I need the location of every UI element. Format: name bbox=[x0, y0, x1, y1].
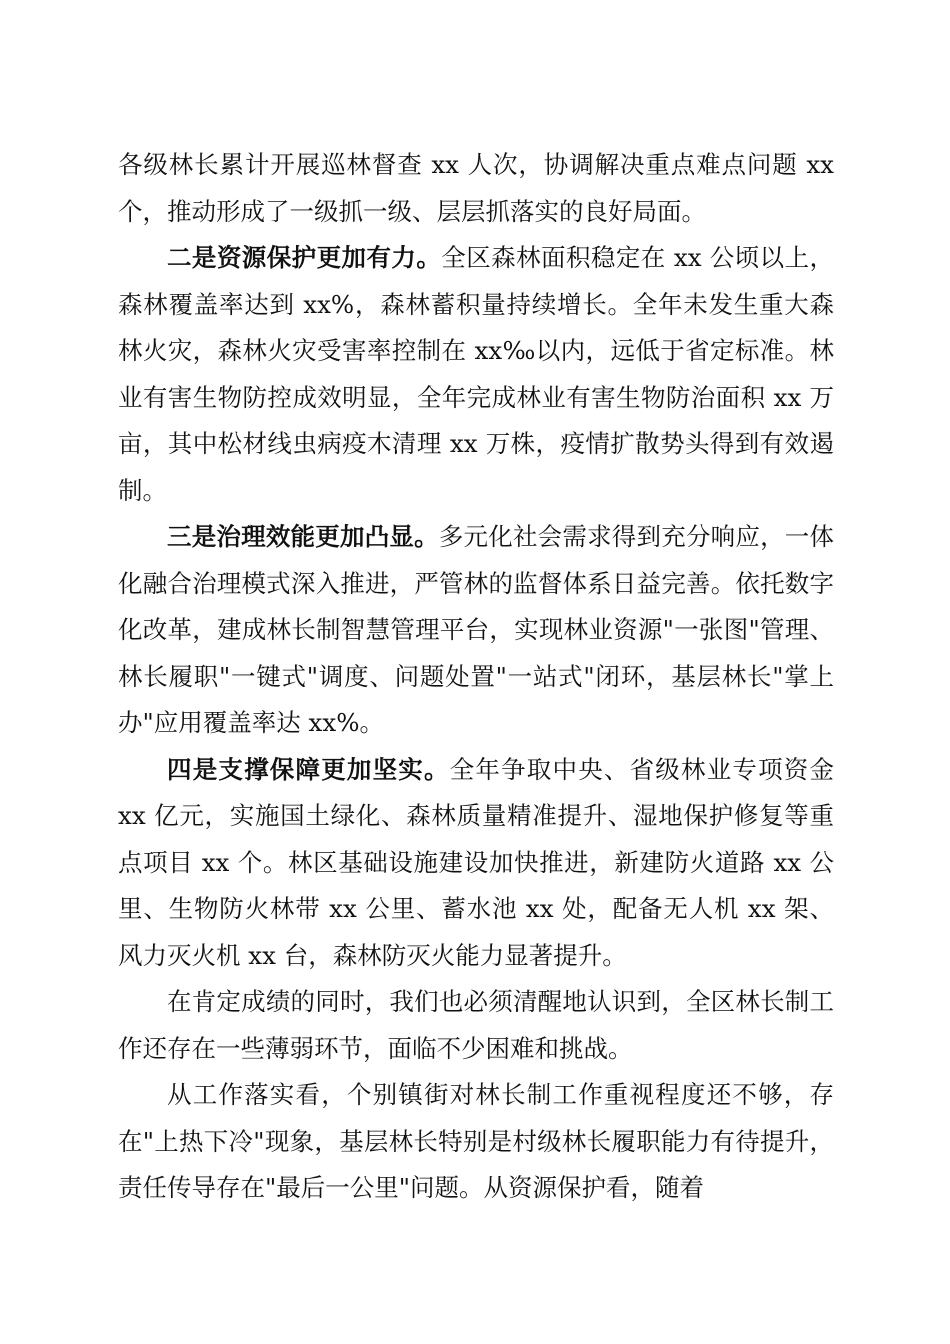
paragraph-text: 从工作落实看，个别镇街对林长制工作重视程度还不够，存在"上热下冷"现象，基层林长特别是村级林长履职能力有待提升，责任传导存在"最后一公里"问题。从资源保护看，随着 bbox=[118, 1080, 834, 1202]
paragraph-lead: 四是支撑保障更加坚实。 bbox=[167, 754, 450, 784]
paragraph-text: 全年争取中央、省级林业专项资金 xx 亿元，实施国土绿化、森林质量精准提升、湿地保护修复等重点项目 xx 个。林区基础设施建设加快推进，新建防火道路 xx 公里、生物防火林带 xx 公里、蓄水池 xx 处，配备无人机 xx 架、风力灭火机 xx 台，森林防灭火能力显著提升。 bbox=[118, 754, 835, 970]
paragraph-continued bbox=[118, 142, 834, 235]
document-body bbox=[118, 142, 834, 1212]
paragraph-lead: 二是资源保护更加有力。 bbox=[167, 243, 442, 272]
paragraph-governance bbox=[118, 514, 834, 747]
paragraph-implementation bbox=[118, 1072, 834, 1212]
paragraph-text: 在肯定成绩的同时，我们也必须清醒地认识到，全区林长制工作还存在一些薄弱环节，面临不少困难和挑战。 bbox=[118, 987, 834, 1063]
paragraph-text: 全区森林面积稳定在 xx 公顷以上，森林覆盖率达到 xx%，森林蓄积量持续增长。全年未发生重大森林火灾，森林火灾受害率控制在 xx‰以内，远低于省定标准。林业有害生物防控成效明显，全年完成林业有害生物防治面积 xx 万亩，其中松材线虫病疫木清理 xx 万株，疫情扩散势头得到有效遏制。 bbox=[118, 243, 834, 505]
paragraph-challenges bbox=[118, 979, 834, 1072]
paragraph-support bbox=[118, 747, 834, 980]
paragraph-text: 多元化社会需求得到充分响应，一体化融合治理模式深入推进，严管林的监督体系日益完善。依托数字化改革，建成林长制智慧管理平台，实现林业资源"一张图"管理、林长履职"一键式"调度、问题处置"一站式"闭环，基层林长"掌上办"应用覆盖率达 xx%。 bbox=[118, 522, 834, 737]
paragraph-text: 各级林长累计开展巡林督查 xx 人次，协调解决重点难点问题 xx 个，推动形成了一级抓一级、层层抓落实的良好局面。 bbox=[118, 150, 834, 226]
paragraph-resource-protection bbox=[118, 235, 834, 514]
paragraph-lead: 三是治理效能更加凸显。 bbox=[167, 522, 439, 551]
